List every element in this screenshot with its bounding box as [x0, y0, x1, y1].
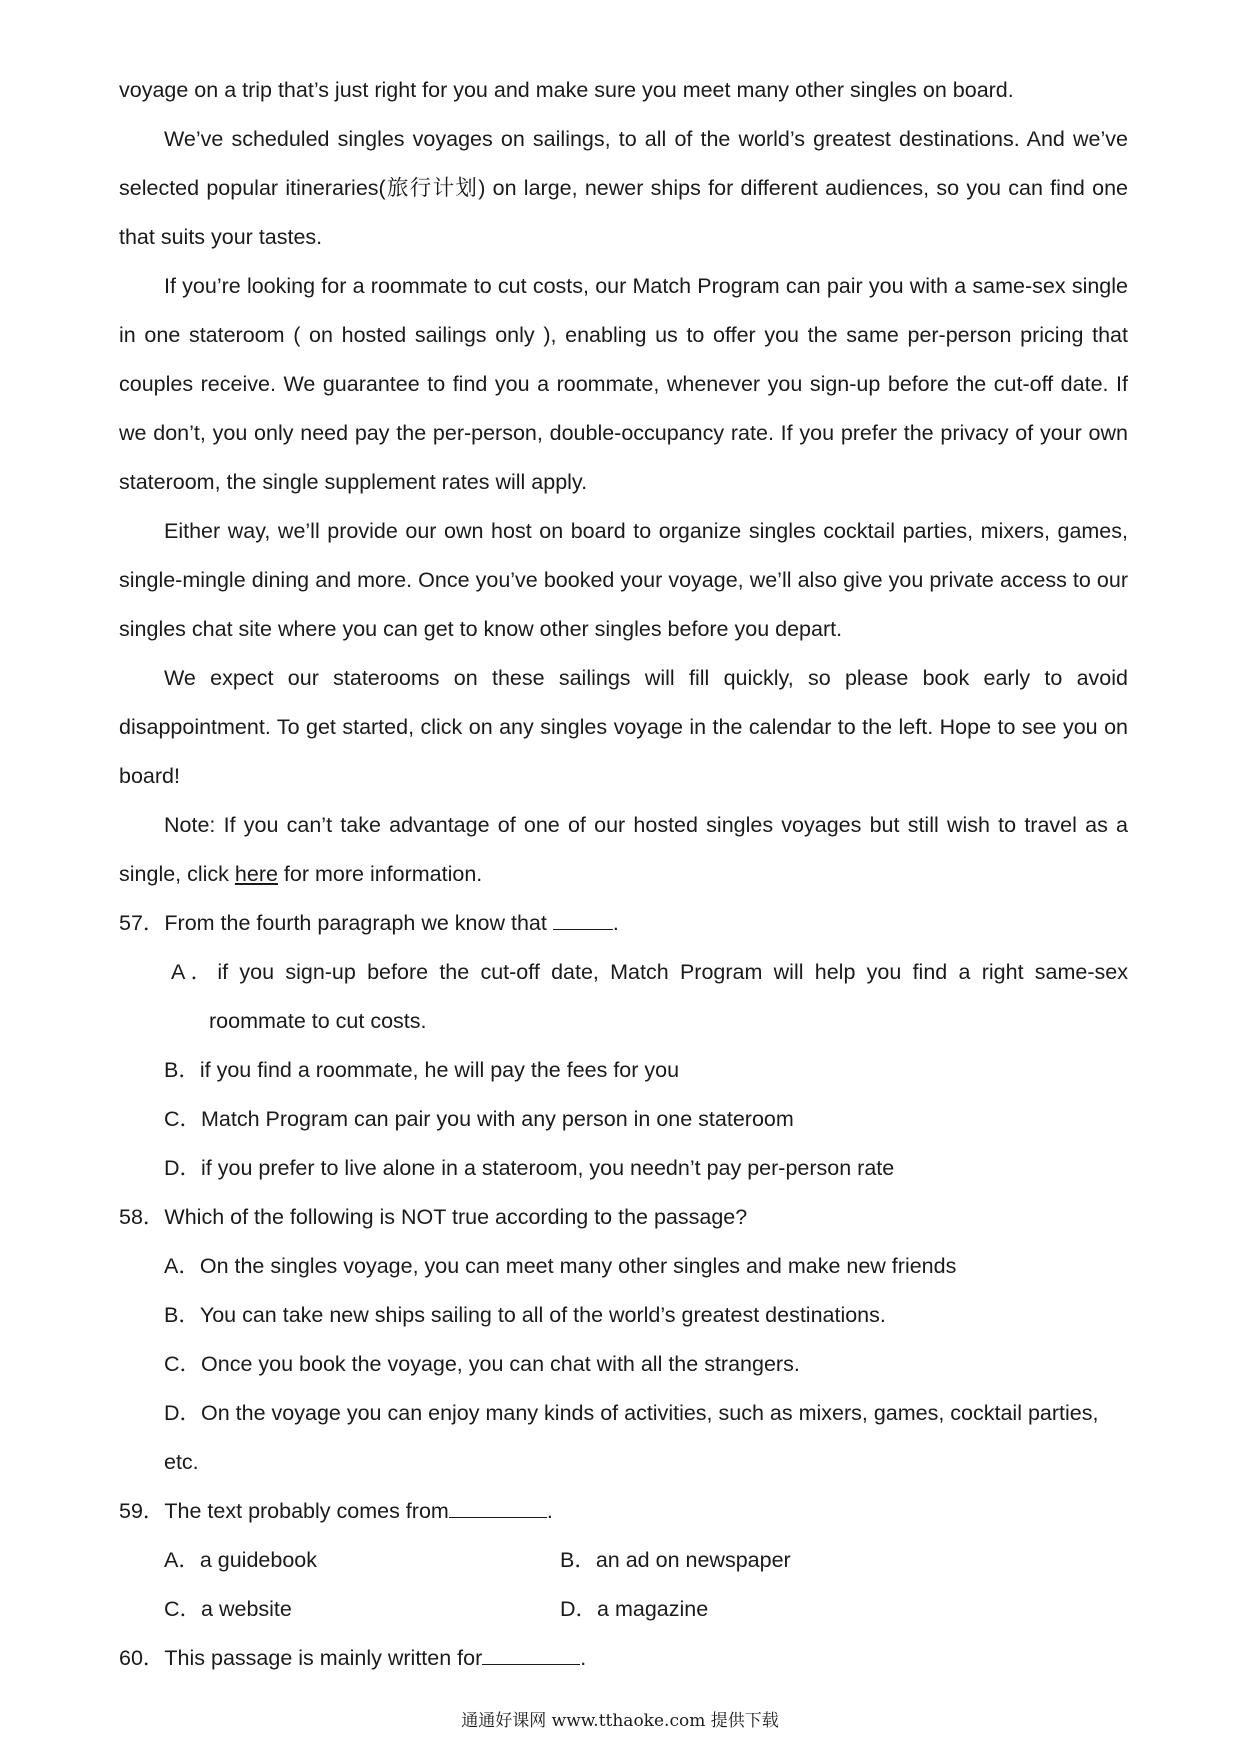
question-58-stem: 58．Which of the following is NOT true according to the passage? — [119, 1205, 748, 1229]
answer-blank — [449, 1498, 547, 1518]
paragraph-2: We’ve scheduled singles voyages on sailings, to all of the world’s greatest destinations. And we’ve selected popular itineraries(旅行计划) on large, newer ships for different audiences, so you can find one that suits your tastes. — [119, 127, 1128, 249]
question-59-option-d: D．a magazine — [560, 1597, 709, 1621]
question-59-text: 59．The text probably comes from — [119, 1499, 449, 1523]
question-57-option-b: B．if you find a roommate, he will pay the fees for you — [164, 1058, 680, 1082]
question-59-options-row-2 — [164, 1585, 1128, 1634]
page-body — [119, 66, 1128, 1683]
question-60-stem — [119, 1634, 1128, 1683]
question-57-end: . — [612, 911, 619, 935]
note-text-before: Note: If you can’t take advantage of one of our hosted singles voyages but still wish to travel as a single, click — [119, 813, 1128, 886]
question-59-option-b: B．an ad on newspaper — [560, 1548, 791, 1572]
question-59-option-c: C．a website — [164, 1597, 292, 1621]
question-58-option-a: A．On the singles voyage, you can meet many other singles and make new friends — [164, 1254, 957, 1278]
question-59-end: . — [546, 1499, 553, 1523]
paragraph-5: We expect our staterooms on these sailings will fill quickly, so please book early to avoid disappointment. To get started, click on any singles voyage in the calendar to the left. Hope to see you on board! — [119, 666, 1128, 788]
question-59-options-row-1 — [164, 1536, 1128, 1585]
paragraph-3: If you’re looking for a roommate to cut costs, our Match Program can pair you with a same-sex single in one stateroom ( on hosted sailings only ), enabling us to offer you the same per-person pricing that couples receive. We guarantee to find you a roommate, whenever you sign-up before the cut-off date. If we don’t, you only need pay the per-person, double-occupancy rate. If you prefer the privacy of your own stateroom, the single supplement rates will apply. — [119, 274, 1128, 494]
note-text-after: for more information. — [277, 862, 483, 886]
question-57-option-a: A．if you sign-up before the cut-off date, Match Program will help you find a right same-sex roommate to cut costs. — [171, 960, 1128, 1033]
answer-blank — [553, 910, 613, 930]
question-57-option-c: C．Match Program can pair you with any person in one stateroom — [164, 1107, 794, 1131]
note-paragraph — [119, 801, 1128, 899]
question-60-end: . — [580, 1646, 587, 1670]
question-59-stem — [119, 1487, 1128, 1536]
paragraph-4: Either way, we’ll provide our own host on board to organize singles cocktail parties, mixers, games, single-mingle dining and more. Once you’ve booked your voyage, we’ll also give you private access to our singles chat site where you can get to know other singles before you depart. — [119, 519, 1128, 641]
question-58-option-c: C．Once you book the voyage, you can chat with all the strangers. — [164, 1352, 800, 1376]
answer-blank — [482, 1645, 580, 1665]
question-58-option-b: B．You can take new ships sailing to all of the world’s greatest destinations. — [164, 1303, 886, 1327]
question-57-option-d: D．if you prefer to live alone in a stateroom, you needn’t pay per-person rate — [164, 1156, 895, 1180]
question-57-text: 57．From the fourth paragraph we know that — [119, 911, 553, 935]
question-57-stem — [119, 899, 1128, 948]
here-link[interactable]: here — [234, 862, 278, 886]
page-footer: 通通好课网 www.tthaoke.com 提供下载 — [461, 1711, 779, 1731]
paragraph-1: voyage on a trip that’s just right for you and make sure you meet many other singles on board. — [119, 78, 1014, 102]
question-58-option-d: D．On the voyage you can enjoy many kinds of activities, such as mixers, games, cocktail parties, etc. — [164, 1401, 1099, 1474]
question-59-option-a: A．a guidebook — [164, 1548, 317, 1572]
question-60-text: 60．This passage is mainly written for — [119, 1646, 483, 1670]
